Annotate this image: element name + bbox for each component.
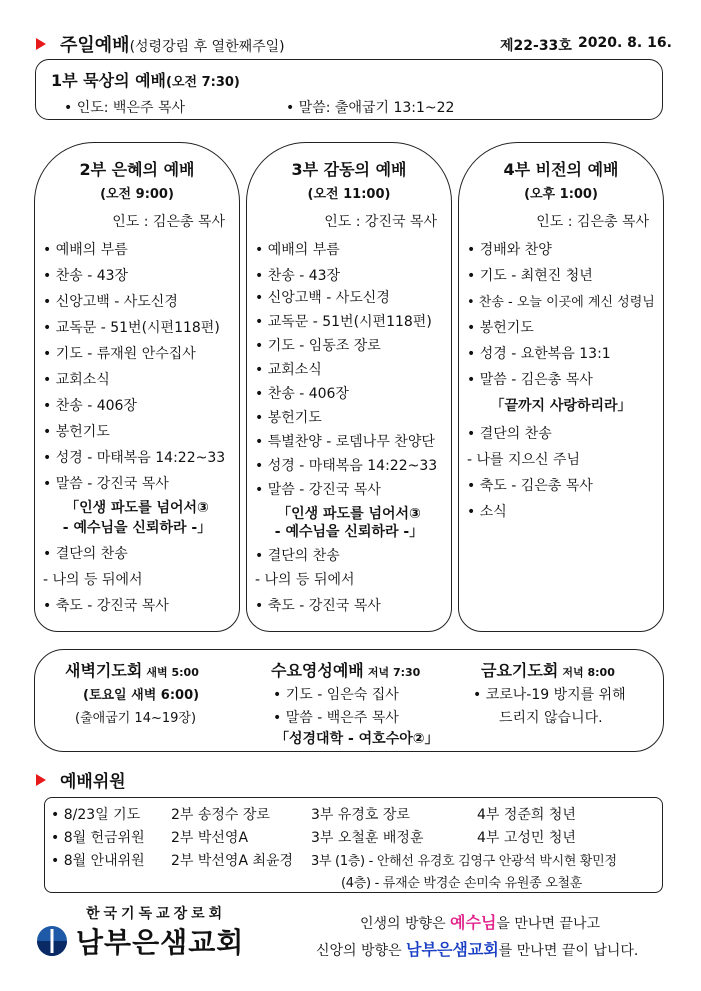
order-item: • 말씀 - 강진국 목사 bbox=[43, 476, 169, 492]
order-item: • 기도 - 임동조 장로 bbox=[255, 338, 381, 354]
order-item: • 신앙고백 - 사도신경 bbox=[43, 294, 178, 310]
service-card-4 bbox=[458, 142, 664, 632]
motto-text: 를 만나면 끝이 납니다. bbox=[498, 943, 639, 959]
order-item: • 성경 - 요한복음 13:1 bbox=[467, 346, 611, 362]
order-item: • 기도 - 최현진 청년 bbox=[467, 268, 593, 284]
motto-line-2 bbox=[316, 937, 638, 960]
order-item: • 봉헌기도 bbox=[255, 410, 322, 426]
sermon-title: 「인생 파도를 넘어서③ bbox=[65, 500, 209, 516]
order-item: • 찬송 - 43장 bbox=[255, 268, 341, 284]
order-item: • 말씀 - 강진국 목사 bbox=[255, 482, 381, 498]
fri-line1: • 코로나-19 방지를 위해 bbox=[473, 687, 626, 703]
fri-heading bbox=[481, 658, 615, 681]
first-service-title: 1부 묵상의 예배 bbox=[51, 71, 167, 90]
page-title: 주일예배 bbox=[60, 35, 130, 56]
sermon-title: - 예수님을 신뢰하라 -」 bbox=[62, 520, 212, 536]
service-leader: 인도 : 김은총 목사 bbox=[112, 214, 225, 230]
order-item: - 나의 등 뒤에서 bbox=[255, 572, 355, 588]
committee-cell: 2부 박선영A bbox=[171, 830, 249, 846]
order-item: • 성경 - 마태복음 14:22~33 bbox=[43, 450, 226, 466]
committee-cell: • 8월 헌금위원 bbox=[51, 830, 145, 846]
first-service-heading bbox=[51, 68, 240, 91]
order-item: - 나의 등 뒤에서 bbox=[43, 572, 143, 588]
first-service-box bbox=[35, 59, 663, 120]
motto-highlight: 남부은샘교회 bbox=[406, 940, 499, 959]
service-title: 4부 비전의 예배 bbox=[503, 160, 619, 179]
committee-cell: 2부 송정수 장로 bbox=[171, 807, 270, 823]
order-item: • 경배와 찬양 bbox=[467, 242, 552, 258]
dawn-heading bbox=[65, 658, 199, 681]
order-item: • 신앙고백 - 사도신경 bbox=[255, 290, 390, 306]
committee-cell: • 8/23일 기도 bbox=[51, 807, 141, 823]
fri-title: 금요기도회 bbox=[481, 661, 559, 680]
order-item: • 교독문 - 51번(시편118편) bbox=[43, 320, 220, 336]
motto-highlight: 예수님 bbox=[450, 913, 497, 932]
issue-number: 제22-33호 bbox=[500, 38, 572, 54]
committee-cell: (4층) - 류재순 박경순 손미숙 유원종 오철훈 bbox=[341, 876, 583, 891]
order-item: • 성경 - 마태복음 14:22~33 bbox=[255, 458, 438, 474]
dawn-saturday: (토요일 새벽 6:00) bbox=[83, 688, 200, 703]
order-item: • 봉헌기도 bbox=[467, 320, 534, 336]
service-time: (오전 11:00) bbox=[307, 187, 391, 202]
first-service-time: (오전 7:30) bbox=[166, 75, 240, 90]
service-card-3 bbox=[246, 142, 452, 632]
sermon-title: 「인생 파도를 넘어서③ bbox=[277, 506, 421, 522]
committee-box bbox=[44, 797, 663, 893]
order-item: • 찬송 - 406장 bbox=[255, 386, 349, 402]
order-item: • 결단의 찬송 bbox=[43, 546, 128, 562]
committee-cell: • 8월 안내위원 bbox=[51, 853, 145, 869]
order-item: • 봉헌기도 bbox=[43, 424, 110, 440]
page-header bbox=[60, 31, 285, 57]
church-name: 남부은샘교회 bbox=[76, 926, 245, 959]
service-leader: 인도 : 김은총 목사 bbox=[536, 214, 649, 230]
order-item: • 예배의 부름 bbox=[43, 242, 128, 258]
order-item: • 축도 - 강진국 목사 bbox=[43, 598, 169, 614]
motto-text: 을 만나면 끝나고 bbox=[496, 916, 600, 932]
issue-date: 2020. 8. 16. bbox=[578, 35, 672, 51]
order-item: • 축도 - 김은총 목사 bbox=[467, 478, 593, 494]
sermon-title: - 예수님을 신뢰하라 -」 bbox=[274, 524, 424, 540]
order-item: • 교회소식 bbox=[255, 362, 322, 378]
wed-prayer: • 기도 - 임은숙 집사 bbox=[273, 687, 399, 703]
motto-text: 인생의 방향은 bbox=[360, 916, 451, 932]
wed-heading bbox=[271, 658, 420, 681]
committee-arrow-icon bbox=[36, 774, 46, 786]
header-arrow-icon bbox=[36, 38, 46, 50]
order-item: • 결단의 찬송 bbox=[467, 426, 552, 442]
fri-line2: 드리지 않습니다. bbox=[499, 710, 603, 726]
order-item: • 축도 - 강진국 목사 bbox=[255, 598, 381, 614]
wed-sermon: • 말씀 - 백은주 목사 bbox=[273, 710, 399, 726]
dawn-time: 새벽 5:00 bbox=[146, 666, 199, 679]
motto-text: 신앙의 방향은 bbox=[316, 943, 407, 959]
order-item: • 소식 bbox=[467, 504, 507, 520]
service-title: 2부 은혜의 예배 bbox=[79, 160, 195, 179]
order-item: • 특별찬양 - 로뎀나무 찬양단 bbox=[255, 434, 435, 450]
committee-cell: 4부 고성민 청년 bbox=[477, 830, 576, 846]
first-service-sermon: • 말씀: 출애굽기 13:1~22 bbox=[286, 100, 455, 116]
service-time: (오전 9:00) bbox=[100, 187, 174, 202]
committee-cell: 4부 정준희 청년 bbox=[477, 807, 576, 823]
order-item: • 교독문 - 51번(시편118편) bbox=[255, 314, 432, 330]
committee-cell: 3부 오철훈 배정훈 bbox=[311, 830, 424, 846]
wed-title: 수요영성예배 bbox=[271, 661, 364, 680]
denomination: 한국기독교장로회 bbox=[86, 906, 227, 922]
committee-heading: 예배위원 bbox=[60, 772, 126, 792]
sermon-title: 「끝까지 사랑하리라」 bbox=[490, 398, 632, 414]
church-logo-icon bbox=[36, 925, 68, 957]
wed-sermon-title: 「성경대학 - 여호수아②」 bbox=[275, 731, 439, 747]
order-item: • 말씀 - 김은총 목사 bbox=[467, 372, 593, 388]
order-item: • 기도 - 류재원 안수집사 bbox=[43, 346, 196, 362]
first-service-leader: • 인도: 백은주 목사 bbox=[64, 100, 185, 116]
service-card-2 bbox=[34, 142, 240, 632]
order-item: • 찬송 - 406장 bbox=[43, 398, 137, 414]
fri-time: 저녁 8:00 bbox=[562, 666, 615, 679]
order-item: • 결단의 찬송 bbox=[255, 548, 340, 564]
service-title: 3부 감동의 예배 bbox=[291, 160, 407, 179]
committee-cell: 3부 유경호 장로 bbox=[311, 807, 410, 823]
order-item: - 나를 지으신 주님 bbox=[467, 452, 581, 468]
order-item: • 교회소식 bbox=[43, 372, 110, 388]
order-item: • 찬송 - 43장 bbox=[43, 268, 129, 284]
order-item: • 찬송 - 오늘 이곳에 계신 성령님 bbox=[467, 295, 655, 310]
wed-time: 저녁 7:30 bbox=[367, 666, 421, 679]
committee-cell: 3부 (1층) - 안해선 유경호 김영구 안광석 박시현 황민정 bbox=[311, 854, 617, 869]
motto-line-1 bbox=[360, 910, 600, 933]
service-time: (오후 1:00) bbox=[524, 187, 598, 202]
weekday-services-box bbox=[34, 649, 664, 752]
dawn-title: 새벽기도회 bbox=[65, 661, 143, 680]
page-subtitle: (성령강림 후 열한째주일) bbox=[129, 39, 285, 55]
committee-cell: 2부 박선영A 최윤경 bbox=[171, 853, 294, 869]
service-leader: 인도 : 강진국 목사 bbox=[324, 214, 437, 230]
order-item: • 예배의 부름 bbox=[255, 242, 340, 258]
dawn-text: (출애굽기 14~19장) bbox=[75, 711, 197, 726]
